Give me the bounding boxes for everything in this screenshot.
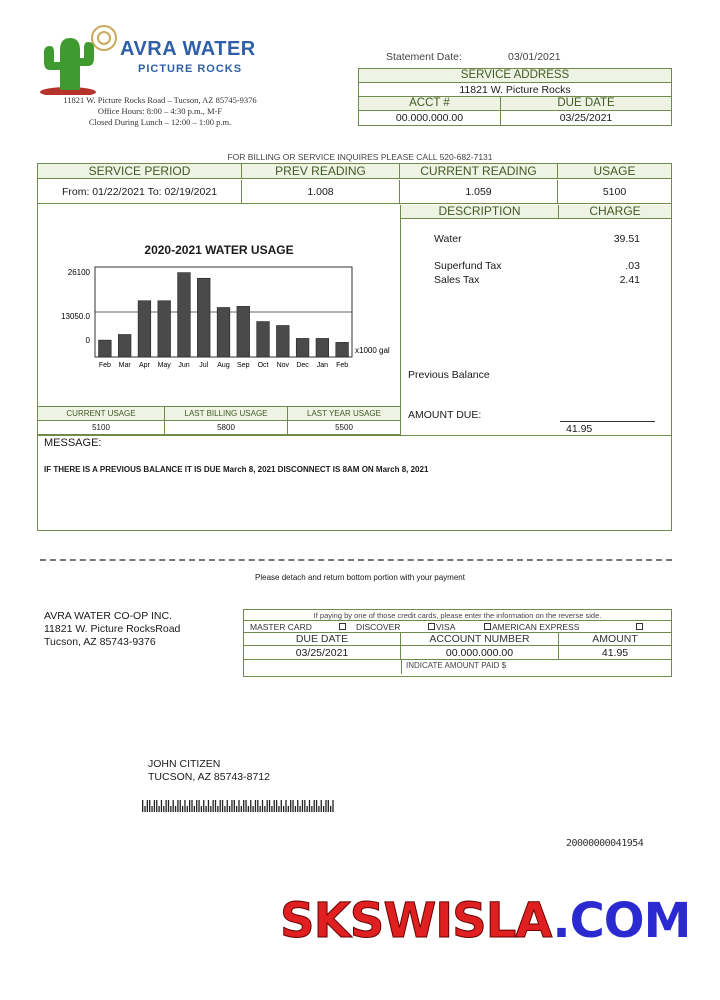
payment-box [243,609,672,677]
reading-header-row [38,164,671,179]
remit-city: Tucson, AZ 85743-9376 [44,636,156,648]
pay-due-date: 03/25/2021 [244,646,401,659]
customer-city: TUCSON, AZ 85743-8712 [148,771,270,783]
card-options [244,621,671,633]
charge-desc-sales-tax: Sales Tax [434,274,480,286]
chart-y-tick-label: 13050.0 [61,312,90,322]
message-text: IF THERE IS A PREVIOUS BALANCE IT IS DUE March 8, 2021 DISCONNECT IS 8AM ON March 8, 2021 [44,465,429,474]
company-logo [38,20,268,95]
due-date: 03/25/2021 [559,112,613,124]
mastercard-label: MASTER CARD [250,622,312,632]
lunch-hours: Closed During Lunch – 12:00 – 1:00 p.m. [88,117,232,127]
charge-amount-water: 39.51 [613,233,640,245]
message-label: MESSAGE: [44,437,102,449]
current-usage-label: CURRENT USAGE [38,407,165,420]
chart-bar [316,338,329,357]
last-billing-usage-label: LAST BILLING USAGE [165,407,288,420]
discover-checkbox[interactable] [428,623,435,630]
office-hours: Office Hours: 8:00 – 4:30 p.m., M-F [97,106,223,116]
charge-amount-sales-tax: 2.41 [619,274,640,286]
service-address-box [358,68,672,126]
chart-bar [237,306,250,357]
charge-amount-superfund: .03 [625,260,640,272]
chart-bar [178,273,191,357]
chart-x-tick-label: Jun [178,362,190,369]
usage-bar-chart [38,205,400,405]
current-usage: 5100 [38,421,165,434]
cactus-logo-icon [38,20,128,95]
previous-balance-label: Previous Balance [408,369,490,381]
last-year-usage: 5500 [335,423,353,432]
detach-text: Please detach and return bottom portion with your payment [255,573,465,582]
visa-label: VISA [436,622,456,632]
usage-summary [38,407,400,435]
company-address: 11821 W. Picture Rocks Road – Tucson, AZ 85745-9376 [63,95,257,105]
statement-date: 03/01/2021 [508,51,561,63]
chart-y-tick-label: 26100 [67,268,90,277]
customer-name: JOHN CITIZEN [148,758,221,770]
chart-x-tick-label: Jul [199,362,209,369]
chart-x-tick-label: Nov [276,362,290,369]
chart-bar [336,342,349,357]
watermark-blue-part: .COM [552,893,691,949]
remit-name: AVRA WATER CO-OP INC. [44,610,172,622]
watermark-red-part: SKSWISLA [280,893,553,949]
usage-value: 5100 [602,186,627,198]
service-address: 11821 W. Picture Rocks [359,83,671,97]
customer-address [148,758,270,784]
chart-x-tick-label: May [157,362,171,369]
pay-amount: 41.95 [601,647,629,659]
service-period-label: SERVICE PERIOD [38,164,242,178]
remit-address [44,610,180,649]
inquiry-line: FOR BILLING OR SERVICE INQUIRES PLEASE CALL 520-682-7131 [227,152,493,162]
logo-name: AVRA WATER [120,38,256,60]
reading-values-row [38,180,671,204]
postal-barcode [142,800,337,814]
logo-subtitle: PICTURE ROCKS [138,63,243,75]
card-note: If paying by one of those credit cards, please enter the information on the reverse side. [244,610,671,621]
chart-x-tick-label: Jan [316,362,328,369]
chart-bar [276,326,289,358]
chart-bar [296,338,309,357]
chart-bar [158,301,171,357]
chart-x-tick-label: Feb [336,362,349,369]
usage-chart-area [38,205,400,407]
chart-unit-label: x1000 gal [355,346,390,355]
chart-x-tick-label: Dec [296,362,309,369]
chart-bar [257,322,270,357]
chart-x-tick-label: Sep [237,362,250,369]
charge-desc-water: Water [434,233,462,245]
due-date-label: DUE DATE [501,97,671,110]
chart-x-tick-label: Mar [118,362,131,369]
chart-bar [197,278,210,357]
pay-amount-label: AMOUNT [559,633,671,645]
chart-bar [217,308,230,358]
discover-label: DISCOVER [356,622,401,632]
amex-label: AMERICAN EXPRESS [492,622,580,632]
chart-bar [118,335,131,358]
prev-reading-label: PREV READING [242,164,400,178]
chart-bar [138,301,151,357]
account-number: 00.000.000.00 [359,111,501,125]
pay-account-number: 00.000.000.00 [401,646,559,659]
chart-x-tick-label: Feb [98,362,111,369]
chart-bar [99,340,112,357]
remit-street: 11821 W. Picture RocksRoad [44,623,181,635]
pay-acct-label: ACCOUNT NUMBER [401,633,559,645]
acct-label: ACCT # [359,97,501,110]
last-billing-usage: 5800 [165,421,288,434]
service-address-label: SERVICE ADDRESS [359,69,671,83]
scan-line: 20000000041954 [566,838,644,849]
amount-due: 41.95 [566,423,593,435]
visa-checkbox[interactable] [484,623,491,630]
chart-title: 2020-2021 WATER USAGE [144,243,294,257]
mastercard-checkbox[interactable] [339,623,346,630]
chart-x-tick-label: Oct [257,362,269,369]
charge-label: CHARGE [559,205,671,218]
current-reading: 1.059 [400,180,558,203]
charges-header [401,205,671,219]
chart-y-tick-label: 0 [85,336,90,345]
last-year-usage-label: LAST YEAR USAGE [288,407,400,420]
amount-due-label: AMOUNT DUE: [408,409,482,421]
chart-x-tick-label: Aug [217,362,230,369]
prev-reading: 1.008 [242,180,400,203]
current-reading-label: CURRENT READING [400,164,558,178]
watermark [280,893,690,949]
indicate-amount-paid[interactable]: INDICATE AMOUNT PAID $ [401,660,671,674]
service-period: From: 01/22/2021 To: 02/19/2021 [38,180,242,203]
amex-checkbox[interactable] [636,623,643,630]
description-label: DESCRIPTION [401,205,559,218]
pay-due-label: DUE DATE [244,633,401,645]
chart-x-tick-label: Apr [138,362,150,369]
charge-desc-superfund: Superfund Tax [434,260,502,272]
company-address-block [30,95,290,128]
detach-line [40,559,672,561]
usage-label: USAGE [558,164,671,178]
statement-date-label: Statement Date: [386,51,462,63]
